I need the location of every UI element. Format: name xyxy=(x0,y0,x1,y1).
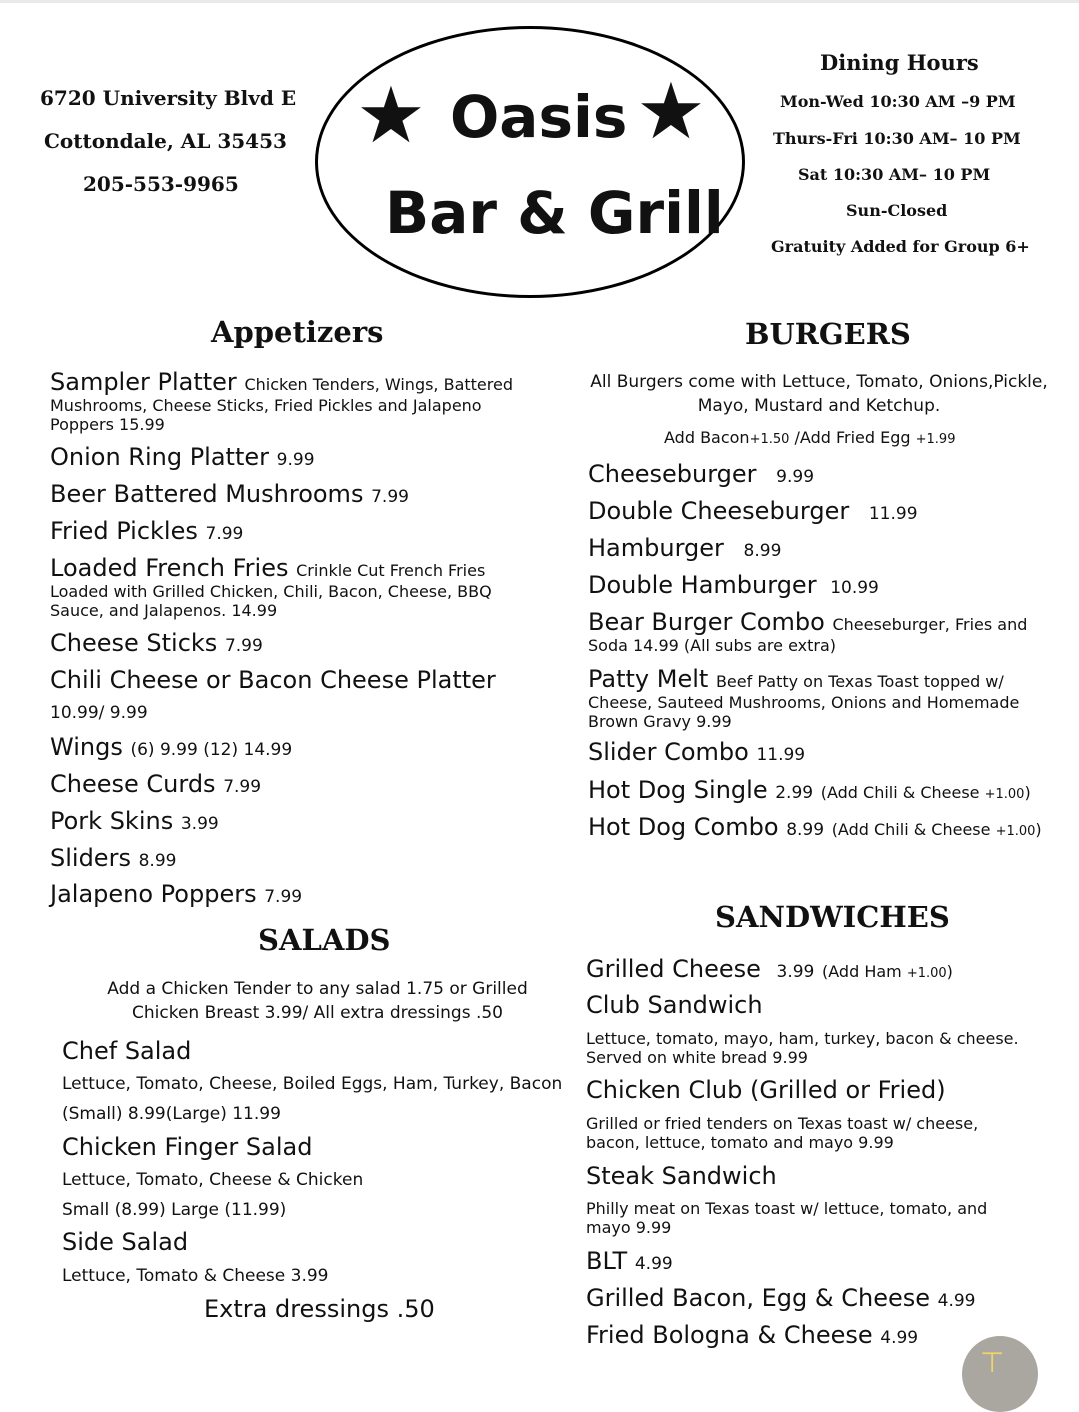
addon-egg: /Add Fried Egg xyxy=(789,428,916,447)
burgers-note xyxy=(585,370,1053,418)
street-address: 6720 University Blvd E xyxy=(40,86,297,110)
item-extra-close: ) xyxy=(1024,783,1031,802)
item-desc: Cheese, Sauteed Mushrooms, Onions and Homemade xyxy=(588,693,1020,712)
item-name: Grilled Cheese xyxy=(586,955,761,983)
item-extra: (Add Ham xyxy=(822,962,907,981)
item-desc: Brown Gravy 9.99 xyxy=(588,712,732,731)
item-desc: Served on white bread 9.99 xyxy=(586,1048,808,1067)
item-price: (6) 9.99 (12) 14.99 xyxy=(130,740,293,760)
hours-line: Mon-Wed 10:30 AM –9 PM xyxy=(780,92,1016,111)
item-price: 10.99/ 9.99 xyxy=(50,703,148,723)
burgers-note-line: All Burgers come with Lettuce, Tomato, Onions,Pickle, xyxy=(590,372,1048,392)
city-state-zip: Cottondale, AL 35453 xyxy=(44,129,287,153)
item-price: 7.99 xyxy=(205,524,244,544)
item-name: Club Sandwich xyxy=(586,991,763,1019)
item-desc: Philly meat on Texas toast w/ lettuce, tomato, and xyxy=(586,1199,988,1218)
item-price: (Small) 8.99(Large) 11.99 xyxy=(62,1104,281,1124)
menu-item xyxy=(50,554,492,620)
menu-item xyxy=(588,665,1019,731)
menu-item xyxy=(50,666,496,694)
menu-item xyxy=(62,1228,188,1256)
salads-note-line: Chicken Breast 3.99/ All extra dressings .50 xyxy=(132,1003,503,1023)
translate-overlay-button[interactable] xyxy=(962,1336,1038,1412)
logo-title: Oasis xyxy=(450,83,628,151)
item-price: 7.99 xyxy=(224,636,263,656)
item-price: 7.99 xyxy=(264,887,303,907)
logo-oval xyxy=(315,26,745,298)
burgers-title: BURGERS xyxy=(745,317,911,351)
menu-item xyxy=(588,571,879,602)
item-name: Double Cheeseburger xyxy=(588,497,850,525)
item-desc: Poppers 15.99 xyxy=(50,415,165,434)
item-name: Pork Skins xyxy=(50,807,174,835)
item-extra: (Add Chili & Cheese xyxy=(820,783,985,802)
burgers-note-line: Mayo, Mustard and Ketchup. xyxy=(697,396,941,416)
salads-title: SALADS xyxy=(258,923,391,957)
item-name: Wings xyxy=(50,733,123,761)
item-price: 8.99 xyxy=(743,541,782,561)
menu-item xyxy=(588,776,1031,809)
menu-item xyxy=(50,517,243,548)
item-name: Fried Pickles xyxy=(50,517,198,545)
item-extra-close: ) xyxy=(946,962,953,981)
item-name: Hamburger xyxy=(588,534,724,562)
menu-item xyxy=(586,1162,777,1190)
item-extra: (Add Chili & Cheese xyxy=(831,820,996,839)
item-price: 9.99 xyxy=(276,450,315,470)
item-name: Bear Burger Combo xyxy=(588,608,825,636)
item-name: Loaded French Fries xyxy=(50,554,289,582)
item-name: Beer Battered Mushrooms xyxy=(50,480,364,508)
item-price: 8.99 xyxy=(786,820,825,840)
item-price: Small (8.99) Large (11.99) xyxy=(62,1200,287,1220)
item-name: Chili Cheese or Bacon Cheese Platter xyxy=(50,666,496,694)
item-name: BLT xyxy=(586,1247,628,1275)
salads-note-line: Add a Chicken Tender to any salad 1.75 or Grilled xyxy=(107,979,528,999)
item-price: 8.99 xyxy=(138,851,177,871)
addon-bacon: Add Bacon xyxy=(664,428,750,447)
item-desc: Loaded with Grilled Chicken, Chili, Bacon, Cheese, BBQ xyxy=(50,582,492,601)
menu-item xyxy=(50,770,261,801)
salads-note xyxy=(60,977,575,1025)
phone-number: 205-553-9965 xyxy=(83,172,239,196)
item-name: Slider Combo xyxy=(588,738,749,766)
menu-item xyxy=(62,1133,312,1161)
menu-item xyxy=(586,991,763,1019)
item-name: Chicken Club (Grilled or Fried) xyxy=(586,1076,946,1104)
item-price: 4.99 xyxy=(634,1254,673,1274)
menu-item xyxy=(588,460,814,491)
menu-item xyxy=(586,1321,918,1352)
item-desc: Cheeseburger, Fries and xyxy=(832,615,1028,634)
item-desc: Mushrooms, Cheese Sticks, Fried Pickles and Jalapeno xyxy=(50,396,482,415)
hours-line: Thurs-Fri 10:30 AM– 10 PM xyxy=(773,129,1021,148)
item-name: Hot Dog Single xyxy=(588,776,768,804)
menu-item xyxy=(588,497,918,528)
item-name: Double Hamburger xyxy=(588,571,817,599)
menu-item xyxy=(588,534,781,565)
item-desc: Grilled or fried tenders on Texas toast w/ cheese, xyxy=(586,1114,979,1133)
item-name: Fried Bologna & Cheese xyxy=(586,1321,873,1349)
right-star-icon: ★ xyxy=(636,67,706,157)
item-desc: Lettuce, Tomato, Cheese & Chicken xyxy=(62,1170,364,1190)
item-desc: Chicken Tenders, Wings, Battered xyxy=(244,375,513,394)
item-name: Grilled Bacon, Egg & Cheese xyxy=(586,1284,930,1312)
hours-title: Dining Hours xyxy=(820,50,979,75)
item-name: Chef Salad xyxy=(62,1037,192,1065)
menu-item xyxy=(50,368,513,434)
logo-subtitle: Bar & Grill xyxy=(385,179,724,247)
item-name: Hot Dog Combo xyxy=(588,813,779,841)
menu-item xyxy=(50,807,219,838)
menu-item xyxy=(588,738,805,769)
item-desc: Lettuce, Tomato, Cheese, Boiled Eggs, Ham, Turkey, Bacon xyxy=(62,1074,563,1094)
item-desc: Crinkle Cut French Fries xyxy=(296,561,486,580)
item-price: 11.99 xyxy=(868,504,918,524)
item-name: Chicken Finger Salad xyxy=(62,1133,313,1161)
item-desc: mayo 9.99 xyxy=(586,1218,672,1237)
item-name: Cheeseburger xyxy=(588,460,757,488)
item-desc-block xyxy=(586,1114,978,1152)
menu-item xyxy=(50,733,292,764)
menu-item xyxy=(62,1037,191,1065)
left-star-icon: ★ xyxy=(356,71,426,161)
item-price: 3.99 xyxy=(180,814,219,834)
menu-item xyxy=(50,443,315,474)
menu-item xyxy=(586,1284,976,1315)
item-price: 10.99 xyxy=(830,578,879,598)
hours-line: Sun-Closed xyxy=(846,201,948,220)
menu-item xyxy=(588,813,1042,846)
item-extra-price: +1.00 xyxy=(906,966,947,981)
item-price: 4.99 xyxy=(880,1328,919,1348)
item-price: 7.99 xyxy=(223,777,262,797)
menu-item xyxy=(586,955,953,988)
gratuity-note: Gratuity Added for Group 6+ xyxy=(771,237,1030,256)
item-price: 9.99 xyxy=(776,467,815,487)
item-price: 3.99 xyxy=(776,962,815,982)
item-extra-close: ) xyxy=(1035,820,1042,839)
appetizers-title: Appetizers xyxy=(211,315,384,349)
addon-egg-price: +1.99 xyxy=(915,432,956,447)
sandwiches-title: SANDWICHES xyxy=(715,900,950,934)
item-name: Onion Ring Platter xyxy=(50,443,270,471)
item-extra-price: +1.00 xyxy=(984,787,1025,802)
item-extra-price: +1.00 xyxy=(995,824,1036,839)
item-desc: Lettuce, Tomato & Cheese 3.99 xyxy=(62,1266,329,1286)
item-desc: Lettuce, tomato, mayo, ham, turkey, bacon & cheese. xyxy=(586,1029,1019,1048)
item-name: Jalapeno Poppers xyxy=(50,880,257,908)
menu-item xyxy=(586,1076,946,1104)
burgers-addons xyxy=(664,427,955,451)
translate-icon: ⊤ xyxy=(980,1346,1005,1379)
item-desc: Sauce, and Jalapenos. 14.99 xyxy=(50,601,278,620)
item-price: 11.99 xyxy=(756,745,806,765)
item-price: 4.99 xyxy=(937,1291,976,1311)
extra-dressings: Extra dressings .50 xyxy=(204,1295,435,1323)
menu-item xyxy=(50,480,409,511)
item-name: Patty Melt xyxy=(588,665,709,693)
item-desc-block xyxy=(586,1029,1019,1067)
item-price: 7.99 xyxy=(371,487,409,507)
menu-item xyxy=(50,629,263,660)
item-desc: Beef Patty on Texas Toast topped w/ xyxy=(715,672,1004,691)
item-desc: bacon, lettuce, tomato and mayo 9.99 xyxy=(586,1133,894,1152)
item-name: Sliders xyxy=(50,844,131,872)
item-name: Cheese Curds xyxy=(50,770,216,798)
item-name: Cheese Sticks xyxy=(50,629,218,657)
item-desc: Soda 14.99 (All subs are extra) xyxy=(588,636,836,655)
menu-item xyxy=(588,608,1027,655)
item-name: Steak Sandwich xyxy=(586,1162,777,1190)
menu-item xyxy=(50,880,302,911)
addon-bacon-price: +1.50 xyxy=(749,432,790,447)
hours-line: Sat 10:30 AM– 10 PM xyxy=(798,165,991,184)
item-desc-block xyxy=(586,1199,987,1237)
item-name: Side Salad xyxy=(62,1228,189,1256)
top-border xyxy=(0,0,1079,3)
item-price: 2.99 xyxy=(775,783,814,803)
menu-item xyxy=(50,844,176,875)
menu-item xyxy=(586,1247,673,1278)
item-name: Sampler Platter xyxy=(50,368,237,396)
